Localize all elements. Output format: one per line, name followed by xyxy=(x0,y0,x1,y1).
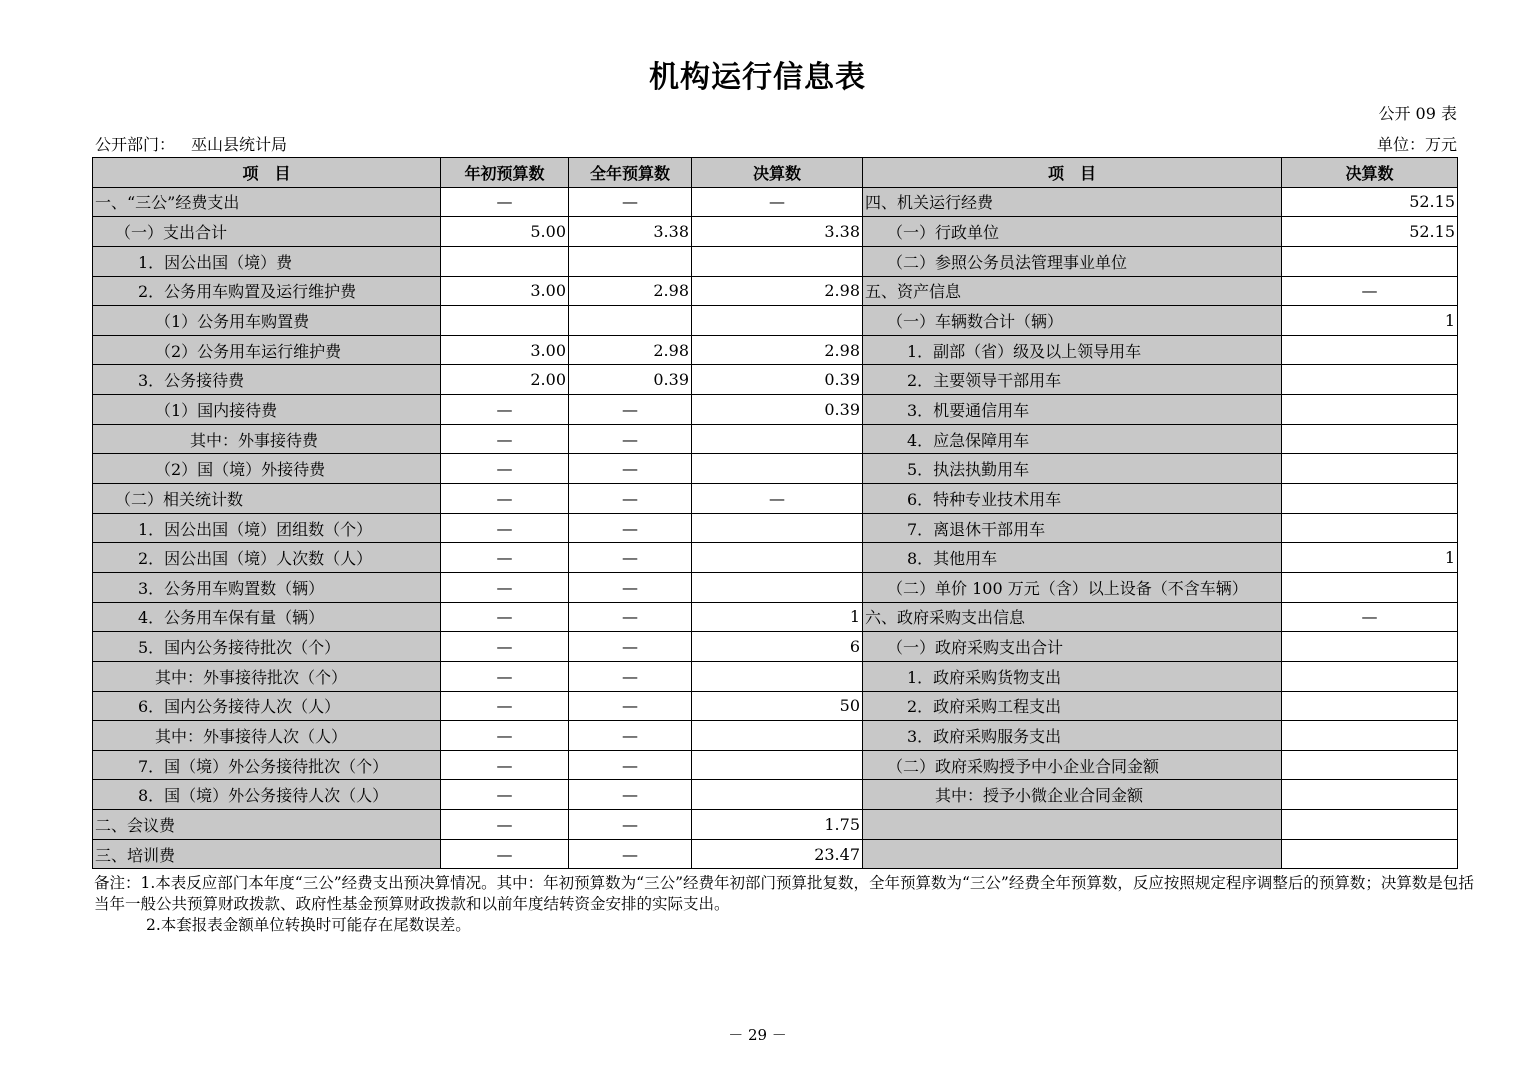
initial-budget-cell: — xyxy=(441,454,569,484)
initial-budget-cell xyxy=(441,306,569,336)
table-row xyxy=(93,543,1458,573)
initial-budget-cell: — xyxy=(441,424,569,454)
final-right-cell xyxy=(1282,632,1458,662)
left-item-cell: 7．国（境）外公务接待批次（个） xyxy=(93,750,441,780)
header-initial-budget: 年初预算数 xyxy=(441,158,569,188)
left-item-cell: 4．公务用车保有量（辆） xyxy=(93,602,441,632)
table-header xyxy=(93,158,1458,188)
full-year-budget-cell: — xyxy=(569,632,692,662)
initial-budget-cell: 3.00 xyxy=(441,276,569,306)
initial-budget-cell: — xyxy=(441,484,569,514)
left-item-cell: （2）公务用车运行维护费 xyxy=(93,335,441,365)
final-left-cell xyxy=(692,780,863,810)
initial-budget-cell: — xyxy=(441,513,569,543)
table-row xyxy=(93,276,1458,306)
initial-budget-cell: 3.00 xyxy=(441,335,569,365)
full-year-budget-cell: — xyxy=(569,543,692,573)
initial-budget-cell: — xyxy=(441,395,569,425)
right-item-cell: 其中：授予小微企业合同金额 xyxy=(863,780,1282,810)
note-line-2: 2.本套报表金额单位转换时可能存在尾数误差。 xyxy=(146,916,471,934)
final-right-cell xyxy=(1282,395,1458,425)
table-row xyxy=(93,217,1458,247)
initial-budget-cell: — xyxy=(441,602,569,632)
final-right-cell xyxy=(1282,454,1458,484)
right-item-cell: 7．离退休干部用车 xyxy=(863,513,1282,543)
final-right-cell xyxy=(1282,839,1458,869)
initial-budget-cell: — xyxy=(441,543,569,573)
right-item-cell: 6．特种专业技术用车 xyxy=(863,484,1282,514)
final-right-cell xyxy=(1282,721,1458,751)
right-item-cell: （一）车辆数合计（辆） xyxy=(863,306,1282,336)
right-item-cell: 六、政府采购支出信息 xyxy=(863,602,1282,632)
right-item-cell xyxy=(863,810,1282,840)
final-right-cell xyxy=(1282,513,1458,543)
left-item-cell: 2．公务用车购置及运行维护费 xyxy=(93,276,441,306)
full-year-budget-cell: — xyxy=(569,454,692,484)
left-item-cell: （1）公务用车购置费 xyxy=(93,306,441,336)
final-right-cell xyxy=(1282,246,1458,276)
final-right-cell xyxy=(1282,810,1458,840)
final-left-cell xyxy=(692,246,863,276)
right-item-cell: （二）参照公务员法管理事业单位 xyxy=(863,246,1282,276)
left-item-cell: 其中：外事接待费 xyxy=(93,424,441,454)
left-item-cell: （2）国（境）外接待费 xyxy=(93,454,441,484)
header-left-item: 项 目 xyxy=(93,158,441,188)
full-year-budget-cell: — xyxy=(569,602,692,632)
table-row xyxy=(93,306,1458,336)
table-row xyxy=(93,484,1458,514)
header-final-left: 决算数 xyxy=(692,158,863,188)
left-item-cell: 8．国（境）外公务接待人次（人） xyxy=(93,780,441,810)
full-year-budget-cell: — xyxy=(569,187,692,217)
right-item-cell: （一）政府采购支出合计 xyxy=(863,632,1282,662)
final-right-cell: 1 xyxy=(1282,306,1458,336)
left-item-cell: 3．公务接待费 xyxy=(93,365,441,395)
left-item-cell: （二）相关统计数 xyxy=(93,484,441,514)
initial-budget-cell: — xyxy=(441,810,569,840)
full-year-budget-cell: 3.38 xyxy=(569,217,692,247)
initial-budget-cell: — xyxy=(441,187,569,217)
notes xyxy=(94,873,1479,936)
initial-budget-cell: — xyxy=(441,721,569,751)
left-item-cell: （1）国内接待费 xyxy=(93,395,441,425)
table-row xyxy=(93,424,1458,454)
table-row xyxy=(93,246,1458,276)
final-right-cell xyxy=(1282,572,1458,602)
table-row xyxy=(93,839,1458,869)
final-right-cell: 52.15 xyxy=(1282,187,1458,217)
left-item-cell: 其中：外事接待批次（个） xyxy=(93,661,441,691)
final-right-cell xyxy=(1282,691,1458,721)
full-year-budget-cell: — xyxy=(569,484,692,514)
unit-label: 单位：万元 xyxy=(1376,135,1457,154)
final-left-cell: 23.47 xyxy=(692,839,863,869)
initial-budget-cell: — xyxy=(441,661,569,691)
right-item-cell: 四、机关运行经费 xyxy=(863,187,1282,217)
left-item-cell: 3．公务用车购置数（辆） xyxy=(93,572,441,602)
left-item-cell: 二、会议费 xyxy=(93,810,441,840)
full-year-budget-cell: — xyxy=(569,750,692,780)
initial-budget-cell: 5.00 xyxy=(441,217,569,247)
initial-budget-cell: — xyxy=(441,632,569,662)
right-item-cell: （一）行政单位 xyxy=(863,217,1282,247)
table-row xyxy=(93,661,1458,691)
final-left-cell: 50 xyxy=(692,691,863,721)
full-year-budget-cell: — xyxy=(569,691,692,721)
table-row xyxy=(93,721,1458,751)
right-item-cell: 5．执法执勤用车 xyxy=(863,454,1282,484)
final-left-cell xyxy=(692,424,863,454)
table-row xyxy=(93,513,1458,543)
final-right-cell xyxy=(1282,780,1458,810)
full-year-budget-cell: — xyxy=(569,839,692,869)
initial-budget-cell: — xyxy=(441,691,569,721)
final-left-cell: 1.75 xyxy=(692,810,863,840)
final-left-cell: 1 xyxy=(692,602,863,632)
final-left-cell xyxy=(692,572,863,602)
final-left-cell: — xyxy=(692,187,863,217)
full-year-budget-cell: — xyxy=(569,661,692,691)
initial-budget-cell: — xyxy=(441,839,569,869)
initial-budget-cell: — xyxy=(441,750,569,780)
full-year-budget-cell xyxy=(569,246,692,276)
right-item-cell: （二）单价 100 万元（含）以上设备（不含车辆） xyxy=(863,572,1282,602)
left-item-cell: 1．因公出国（境）费 xyxy=(93,246,441,276)
right-item-cell: 2．政府采购工程支出 xyxy=(863,691,1282,721)
table-row xyxy=(93,602,1458,632)
info-table xyxy=(92,157,1458,869)
final-right-cell: 52.15 xyxy=(1282,217,1458,247)
header-full-year-budget: 全年预算数 xyxy=(569,158,692,188)
final-right-cell xyxy=(1282,484,1458,514)
right-item-cell xyxy=(863,839,1282,869)
full-year-budget-cell: — xyxy=(569,572,692,602)
full-year-budget-cell: 0.39 xyxy=(569,365,692,395)
full-year-budget-cell: — xyxy=(569,395,692,425)
table-row xyxy=(93,395,1458,425)
left-item-cell: 2．因公出国（境）人次数（人） xyxy=(93,543,441,573)
table-row xyxy=(93,632,1458,662)
full-year-budget-cell xyxy=(569,306,692,336)
initial-budget-cell: — xyxy=(441,572,569,602)
final-left-cell xyxy=(692,721,863,751)
final-left-cell xyxy=(692,513,863,543)
right-item-cell: 1．副部（省）级及以上领导用车 xyxy=(863,335,1282,365)
right-item-cell: 1．政府采购货物支出 xyxy=(863,661,1282,691)
header-right-item: 项 目 xyxy=(863,158,1282,188)
final-right-cell: — xyxy=(1282,276,1458,306)
full-year-budget-cell: — xyxy=(569,513,692,543)
table-row xyxy=(93,335,1458,365)
right-item-cell: （二）政府采购授予中小企业合同金额 xyxy=(863,750,1282,780)
right-item-cell: 8．其他用车 xyxy=(863,543,1282,573)
final-left-cell: 2.98 xyxy=(692,335,863,365)
table-row xyxy=(93,750,1458,780)
final-right-cell xyxy=(1282,661,1458,691)
full-year-budget-cell: 2.98 xyxy=(569,276,692,306)
initial-budget-cell: 2.00 xyxy=(441,365,569,395)
final-right-cell xyxy=(1282,365,1458,395)
department-name: 巫山县统计局 xyxy=(191,135,288,154)
right-item-cell: 4．应急保障用车 xyxy=(863,424,1282,454)
final-right-cell xyxy=(1282,424,1458,454)
final-left-cell: 6 xyxy=(692,632,863,662)
table-row xyxy=(93,691,1458,721)
right-item-cell: 3．机要通信用车 xyxy=(863,395,1282,425)
left-item-cell: 5．国内公务接待批次（个） xyxy=(93,632,441,662)
final-right-cell: — xyxy=(1282,602,1458,632)
full-year-budget-cell: — xyxy=(569,721,692,751)
left-item-cell: 6．国内公务接待人次（人） xyxy=(93,691,441,721)
left-item-cell: 一、“三公”经费支出 xyxy=(93,187,441,217)
final-left-cell xyxy=(692,454,863,484)
right-item-cell: 五、资产信息 xyxy=(863,276,1282,306)
final-left-cell: 0.39 xyxy=(692,365,863,395)
table-row xyxy=(93,365,1458,395)
table-row xyxy=(93,187,1458,217)
final-left-cell xyxy=(692,543,863,573)
department-label: 公开部门： xyxy=(95,135,176,154)
table-row xyxy=(93,454,1458,484)
department xyxy=(95,132,287,155)
final-left-cell xyxy=(692,306,863,336)
left-item-cell: 其中：外事接待人次（人） xyxy=(93,721,441,751)
full-year-budget-cell: — xyxy=(569,780,692,810)
table-row xyxy=(93,780,1458,810)
initial-budget-cell xyxy=(441,246,569,276)
table-number: 公开 09 表 xyxy=(1378,104,1457,123)
page-number: － 29 － xyxy=(728,1026,787,1044)
left-item-cell: 1．因公出国（境）团组数（个） xyxy=(93,513,441,543)
full-year-budget-cell: 2.98 xyxy=(569,335,692,365)
initial-budget-cell: — xyxy=(441,780,569,810)
full-year-budget-cell: — xyxy=(569,424,692,454)
final-right-cell: 1 xyxy=(1282,543,1458,573)
final-left-cell xyxy=(692,661,863,691)
final-left-cell: — xyxy=(692,484,863,514)
right-item-cell: 2．主要领导干部用车 xyxy=(863,365,1282,395)
full-year-budget-cell: — xyxy=(569,810,692,840)
header-final-right: 决算数 xyxy=(1282,158,1458,188)
page-title: 机构运行信息表 xyxy=(649,60,866,95)
table-row xyxy=(93,810,1458,840)
left-item-cell: 三、培训费 xyxy=(93,839,441,869)
final-left-cell xyxy=(692,750,863,780)
final-left-cell: 0.39 xyxy=(692,395,863,425)
table-row xyxy=(93,572,1458,602)
final-left-cell: 2.98 xyxy=(692,276,863,306)
right-item-cell: 3．政府采购服务支出 xyxy=(863,721,1282,751)
left-item-cell: （一）支出合计 xyxy=(93,217,441,247)
note-line-1: 备注：1.本表反应部门本年度“三公”经费支出预决算情况。其中：年初预算数为“三公”经费年初部门预算批复数，全年预算数为“三公”经费全年预算数，反应按照规定程序调整后的预算数；决算数是包括当年一般公共预算财政拨款、政府性基金预算财政拨款和以前年度结转资金安排的实际支出。 xyxy=(94,874,1474,913)
final-left-cell: 3.38 xyxy=(692,217,863,247)
final-right-cell xyxy=(1282,750,1458,780)
final-right-cell xyxy=(1282,335,1458,365)
